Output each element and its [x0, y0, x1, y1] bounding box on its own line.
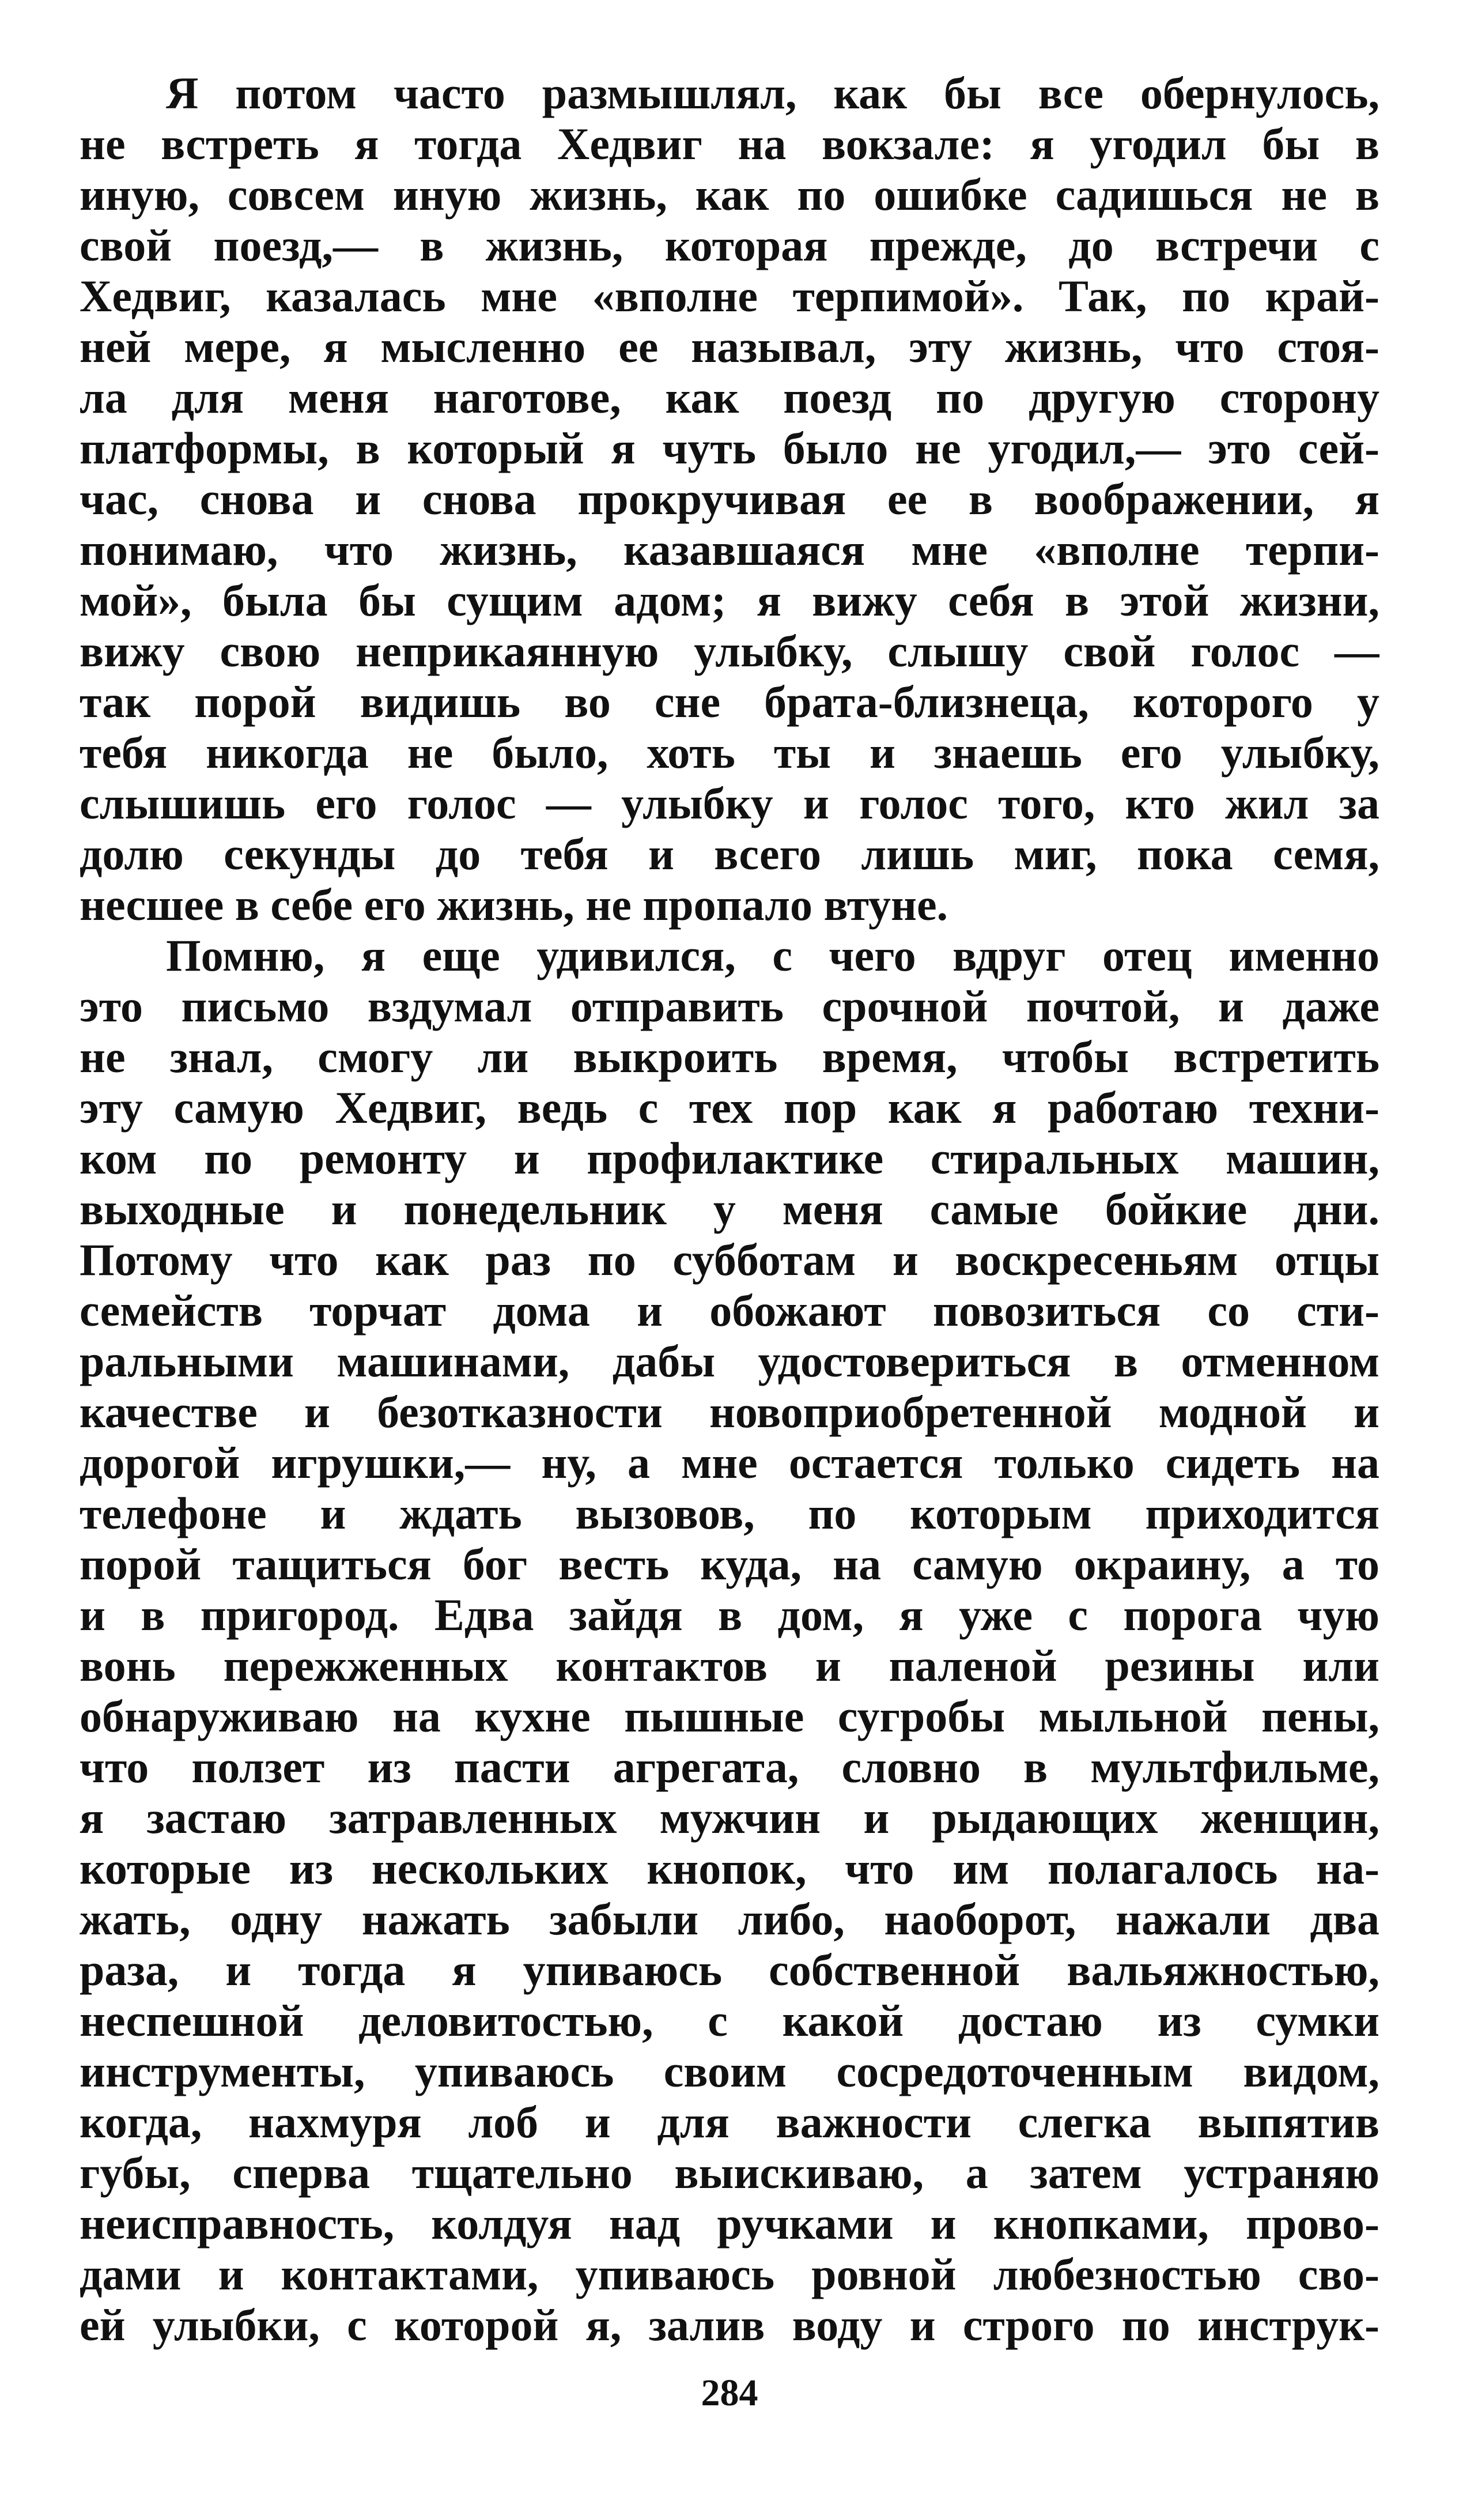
text-line: качестве и безотказности новоприобретенной модной и	[80, 1387, 1379, 1437]
text-line: выходные и понедельник у меня самые бойкие дни.	[80, 1184, 1379, 1234]
text-line: которые из нескольких кнопок, что им полагалось на-	[80, 1843, 1379, 1893]
text-line: не встреть я тогда Хедвиг на вокзале: я угодил бы в	[80, 119, 1379, 169]
text-line: ла для меня наготове, как поезд по другую сторону	[80, 372, 1379, 422]
text-line: порой тащиться бог весть куда, на самую окраину, а то	[80, 1539, 1379, 1589]
text-line: слышишь его голос — улыбку и голос того, кто жил за	[80, 778, 1379, 828]
text-line: свой поезд,— в жизнь, которая прежде, до встречи с	[80, 220, 1379, 270]
page-number: 284	[701, 2372, 758, 2414]
text-line: телефоне и ждать вызовов, по которым приходится	[80, 1488, 1379, 1538]
text-line: Потому что как раз по субботам и воскресеньям отцы	[80, 1235, 1379, 1285]
text-line: семейств торчат дома и обожают повозиться со сти-	[80, 1285, 1379, 1336]
text-line: обнаруживаю на кухне пышные сугробы мыльной пены,	[80, 1691, 1379, 1741]
text-line: вонь пережженных контактов и паленой резины или	[80, 1640, 1379, 1691]
text-line: раза, и тогда я упиваюсь собственной вальяжностью,	[80, 1945, 1379, 1995]
text-line: инструменты, упиваюсь своим сосредоточенным видом,	[80, 2046, 1379, 2096]
body-text	[80, 68, 1379, 2351]
text-line: когда, нахмуря лоб и для важности слегка выпятив	[80, 2097, 1379, 2147]
text-line: жать, одну нажать забыли либо, наоборот, нажали два	[80, 1894, 1379, 1944]
text-line: ей улыбки, с которой я, залив воду и строго по инструк-	[80, 2300, 1379, 2350]
text-line: ральными машинами, дабы удостовериться в отменном	[80, 1336, 1379, 1386]
text-line: Помню, я еще удивился, с чего вдруг отец именно	[166, 930, 1379, 980]
text-line: так порой видишь во сне брата-близнеца, которого у	[80, 677, 1379, 727]
text-line: неисправность, колдуя над ручками и кнопками, прово-	[80, 2198, 1379, 2249]
text-line: неспешной деловитостью, с какой достаю из сумки	[80, 1995, 1379, 2046]
text-line: что ползет из пасти агрегата, словно в мультфильме,	[80, 1742, 1379, 1792]
text-line: не знал, смогу ли выкроить время, чтобы встретить	[80, 1032, 1379, 1082]
text-line: несшее в себе его жизнь, не пропало втуне.	[80, 880, 948, 930]
text-line: час, снова и снова прокручивая ее в воображении, я	[80, 474, 1379, 524]
text-line: это письмо вздумал отправить срочной почтой, и даже	[80, 981, 1379, 1031]
text-line: губы, сперва тщательно выискиваю, а затем устраняю	[80, 2148, 1379, 2198]
text-line: понимаю, что жизнь, казавшаяся мне «вполне терпи-	[80, 525, 1379, 575]
text-line: я застаю затравленных мужчин и рыдающих женщин,	[80, 1793, 1379, 1843]
text-line: мой», была бы сущим адом; я вижу себя в этой жизни,	[80, 575, 1379, 625]
text-line: эту самую Хедвиг, ведь с тех пор как я работаю техни-	[80, 1082, 1379, 1133]
text-line: долю секунды до тебя и всего лишь миг, пока семя,	[80, 829, 1379, 879]
text-line: ней мере, я мысленно ее называл, эту жизнь, что стоя-	[80, 322, 1379, 372]
text-line: платформы, в который я чуть было не угодил,— это сей-	[80, 423, 1379, 473]
text-line: дорогой игрушки,— ну, а мне остается только сидеть на	[80, 1438, 1379, 1488]
text-line: Я потом часто размышлял, как бы все обернулось,	[166, 68, 1379, 118]
text-line: иную, совсем иную жизнь, как по ошибке садишься не в	[80, 169, 1379, 220]
text-line: вижу свою неприкаянную улыбку, слышу свой голос —	[80, 626, 1379, 676]
text-line: ком по ремонту и профилактике стиральных машин,	[80, 1133, 1379, 1183]
text-line: дами и контактами, упиваюсь ровной любезностью сво-	[80, 2249, 1379, 2299]
text-line: Хедвиг, казалась мне «вполне терпимой». Так, по край-	[80, 271, 1379, 321]
text-line: и в пригород. Едва зайдя в дом, я уже с порога чую	[80, 1590, 1379, 1640]
text-line: тебя никогда не было, хоть ты и знаешь его улыбку,	[80, 727, 1379, 778]
